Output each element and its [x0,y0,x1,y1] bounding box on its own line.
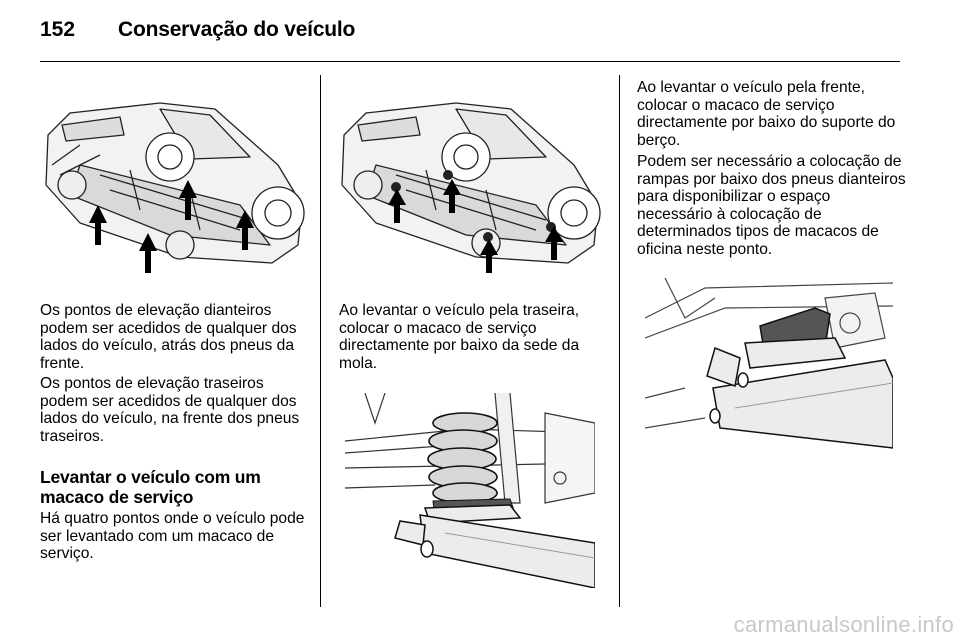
page-title: Conservação do veículo [118,18,356,41]
column-divider-left [320,75,321,607]
watermark: carmanualsonline.info [733,612,954,637]
car-underside-figure-left [40,95,308,275]
car-underside-figure-middle [336,95,604,275]
paragraph-rear-jacking: Ao levantar o veículo pela traseira, colocar o macaco de serviço directamente por baixo da sede da mola. [339,302,580,372]
paragraph-ramps-note: Podem ser necessário a colocação de rampas por baixo dos pneus dianteiros para disponibilizar o espaço necessário à colocação de determinados tipos de macacos de oficina neste ponto. [637,153,906,258]
header-rule [40,61,900,62]
column-divider-right [619,75,620,607]
paragraph-rear-lift-points: Os pontos de elevação traseiros podem ser acedidos de qualquer dos lados do veículo, na frente dos pneus traseiros. [40,375,300,445]
front-cradle-jack-figure [645,278,893,474]
rear-spring-jack-figure [345,393,595,588]
section-heading-service-jack: Levantar o veículo com um macaco de serviço [40,467,261,507]
page-header [40,18,920,48]
paragraph-front-jacking: Ao levantar o veículo pela frente, colocar o macaco de serviço directamente por baixo do suporte do berço. [637,79,896,149]
paragraph-front-lift-points: Os pontos de elevação dianteiros podem ser acedidos de qualquer dos lados do veículo, atrás dos pneus da frente. [40,302,297,372]
page-number: 152 [40,18,76,41]
paragraph-four-lift-points: Há quatro pontos onde o veículo pode ser levantado com um macaco de serviço. [40,510,305,563]
